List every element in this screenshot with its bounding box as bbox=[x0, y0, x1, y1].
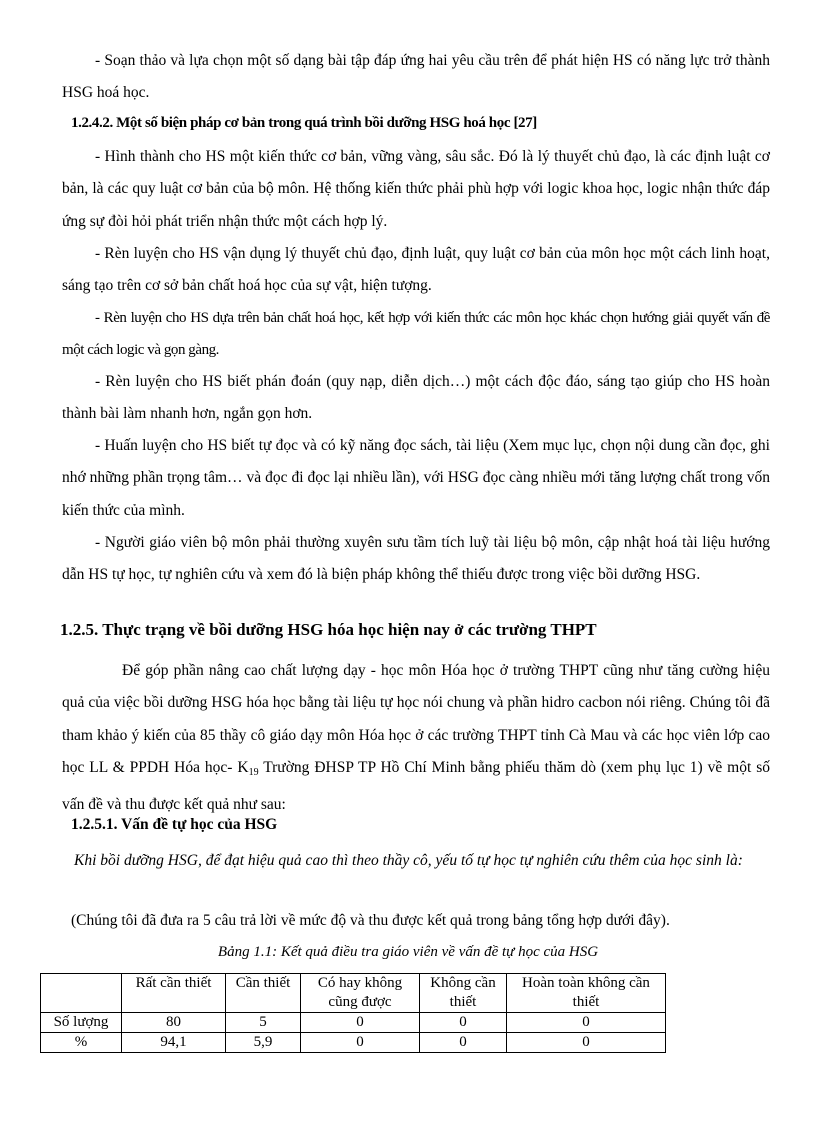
survey-table bbox=[40, 973, 666, 1053]
paragraph-2-text: - Hình thành cho HS một kiến thức cơ bản, vững vàng, sâu sắc. Đó là lý thuyết chủ đạo, là các định luật cơ bản, là các quy luật cơ bản của bộ môn. Hệ thống kiến thức phải phù hợp với logic khoa học, logic nhận thức đáp ứng sự đòi hỏi phát triển nhận thức một cách hợp lý. bbox=[62, 148, 770, 230]
heading-1-2-5-1-text: 1.2.5.1. Vấn đề tự học của HSG bbox=[71, 816, 278, 833]
table-cell: 0 bbox=[420, 1033, 507, 1053]
heading-1-2-5-text: 1.2.5. Thực trạng về bồi dưỡng HSG hóa học hiện nay ở các trường THPT bbox=[60, 620, 597, 639]
heading-1-2-4-2 bbox=[71, 115, 779, 132]
paragraph-6 bbox=[62, 430, 770, 527]
paragraph-9 bbox=[62, 845, 770, 877]
table-cell: 0 bbox=[420, 1013, 507, 1033]
paragraph-9-text: Khi bồi dưỡng HSG, để đạt hiệu quả cao thì theo thầy cô, yếu tố tự học tự nghiên cứu thêm của học sinh là: bbox=[74, 852, 743, 869]
paragraph-1 bbox=[62, 45, 770, 110]
table-row bbox=[41, 1013, 666, 1033]
table-cell: 80 bbox=[122, 1013, 226, 1033]
header-cell: Rất cần thiết bbox=[122, 974, 226, 1013]
table-caption bbox=[0, 944, 816, 961]
table-row bbox=[41, 1033, 666, 1053]
paragraph-7-text: - Người giáo viên bộ môn phải thường xuyên sưu tầm tích luỹ tài liệu bộ môn, cập nhật hoá tài liệu hướng dẫn HS tự học, tự nghiên cứu và xem đó là biện pháp không thể thiếu được trong việc bồi dưỡng HSG. bbox=[62, 534, 770, 584]
paragraph-4-text: - Rèn luyện cho HS dựa trên bản chất hoá học, kết hợp với kiến thức các môn học khác chọn hướng giải quyết vấn đề một cách logic và gọn gàng. bbox=[62, 310, 770, 359]
table-caption-text: Bảng 1.1: Kết quả điều tra giáo viên về vấn đề tự học của HSG bbox=[217, 944, 599, 960]
header-cell: Có hay không cũng được bbox=[301, 974, 420, 1013]
header-cell: Hoàn toàn không cần thiết bbox=[507, 974, 666, 1013]
table-cell: 5,9 bbox=[226, 1033, 301, 1053]
table-cell: Số lượng bbox=[41, 1013, 122, 1033]
header-cell: Không cần thiết bbox=[420, 974, 507, 1013]
table-cell: % bbox=[41, 1033, 122, 1053]
table-header-row bbox=[41, 974, 666, 1013]
paragraph-1-text: - Soạn thảo và lựa chọn một số dạng bài tập đáp ứng hai yêu cầu trên để phát hiện HS có năng lực trở thành HSG hoá học. bbox=[62, 52, 770, 102]
paragraph-3 bbox=[62, 238, 770, 303]
table-cell: 0 bbox=[507, 1013, 666, 1033]
paragraph-3-text: - Rèn luyện cho HS vận dụng lý thuyết chủ đạo, định luật, quy luật cơ bản của môn học một cách linh hoạt, sáng tạo trên cơ sở bản chất hoá học của sự vật, hiện tượng. bbox=[62, 245, 770, 295]
course-subscript: 19 bbox=[248, 766, 259, 778]
heading-1-2-5-1 bbox=[71, 816, 779, 834]
paragraph-7 bbox=[62, 527, 770, 592]
paragraph-5-text: - Rèn luyện cho HS biết phán đoán (quy nạp, diễn dịch…) một cách độc đáo, sáng tạo giúp cho HS hoàn thành bài làm nhanh hơn, ngắn gọn hơn. bbox=[62, 373, 770, 423]
paragraph-2 bbox=[62, 141, 770, 238]
paragraph-10-text: (Chúng tôi đã đưa ra 5 câu trả lời về mức độ và thu được kết quả trong bảng tổng hợp dưới đây). bbox=[71, 912, 670, 929]
paragraph-5 bbox=[62, 366, 770, 431]
paragraph-8-text-a: Để góp phần nâng cao chất lượng dạy - học môn Hóa học ở trường THPT cũng như tăng cường hiệu quả của việc bồi dưỡng HSG hóa học bằng tài liệu tự học nói chung và phần hidro cacbon nói riêng. Chúng tôi đã tham khảo ý kiến của 85 thầy cô giáo dạy môn Hóa học ở các trường THPT tỉnh Cà Mau và các học viên lớp cao học LL & PPDH Hóa học- K bbox=[62, 662, 770, 776]
paragraph-6-text: - Huấn luyện cho HS biết tự đọc và có kỹ năng đọc sách, tài liệu (Xem mục lục, chọn nội dung cần đọc, ghi nhớ những phần trọng tâm… và đọc đi đọc lại nhiều lần), với HSG đọc càng nhiều mới tăng lượng chất trong vốn kiến thức của mình. bbox=[62, 437, 770, 519]
heading-1-2-5 bbox=[60, 620, 768, 640]
heading-1-2-4-2-text: 1.2.4.2. Một số biện pháp cơ bản trong quá trình bồi dưỡng HSG hoá học [27] bbox=[71, 115, 537, 131]
table-cell: 94,1 bbox=[122, 1033, 226, 1053]
table-cell: 5 bbox=[226, 1013, 301, 1033]
header-cell bbox=[41, 974, 122, 1013]
table-cell: 0 bbox=[301, 1013, 420, 1033]
table-cell: 0 bbox=[301, 1033, 420, 1053]
paragraph-8-text-b: Trường ĐHSP TP Hồ Chí Minh bằng phiếu thăm dò (xem phụ lục 1) về một số vấn đề và thu được kết quả như sau: bbox=[62, 758, 770, 814]
header-cell: Cần thiết bbox=[226, 974, 301, 1013]
table-cell: 0 bbox=[507, 1033, 666, 1053]
paragraph-8 bbox=[62, 655, 770, 821]
paragraph-4 bbox=[62, 302, 770, 367]
paragraph-10 bbox=[71, 912, 779, 930]
